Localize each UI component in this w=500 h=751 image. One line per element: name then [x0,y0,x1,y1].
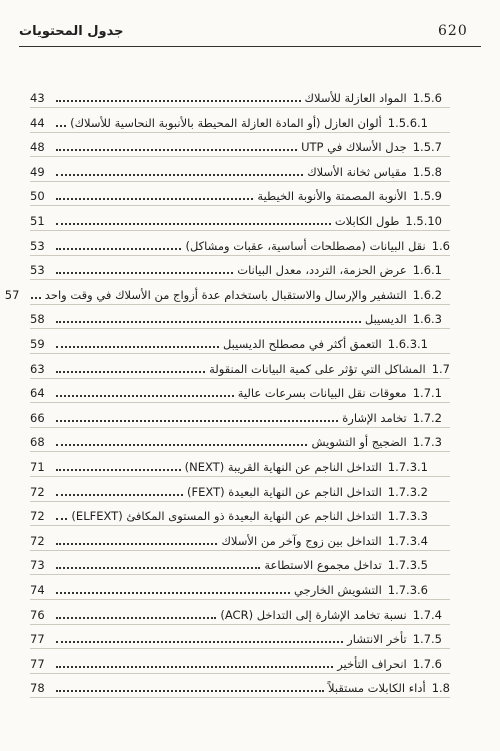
toc-entry[interactable] [30,209,450,229]
dot-leader [56,198,253,200]
dot-leader [56,617,216,619]
toc-entry-number: 1.7 [431,361,450,376]
toc-entry-title: التعمق أكثر في مصطلح الديسيبل [222,337,382,351]
toc-entry[interactable] [30,381,450,401]
toc-entry[interactable] [30,406,450,426]
toc-entry[interactable] [30,529,450,549]
toc-entry-title: أداء الكابلات مستقبلاً [327,681,426,696]
dot-leader [56,346,219,348]
toc-entry[interactable] [30,652,450,672]
toc-entry-number: 1.7.6 [412,656,442,671]
toc-entry-number: 1.7.3.2 [387,484,428,499]
toc-entry[interactable] [30,553,450,573]
toc-entry-title: المشاكل التي تؤثر على كمية البيانات المنقولة [209,361,426,376]
row-separator [30,574,450,575]
toc-entry-title: المواد العازلة للأسلاك [304,91,407,105]
toc-entry-number: 1.6.3.1 [387,337,428,351]
toc-entry-page: 72 [30,484,45,499]
toc-entry-number: 1.7.3 [412,435,442,450]
toc-entry-page: 66 [30,410,45,425]
toc-entry-title: تخامد الإشارة [342,410,407,425]
toc-entry-title: مقياس ثخانة الأسلاك [307,164,407,179]
row-separator [30,525,450,526]
toc-entry[interactable] [30,258,450,278]
row-separator [30,230,450,231]
toc-entry-number: 1.5.7 [412,140,442,155]
toc-entry-page: 73 [30,558,45,573]
dot-leader [56,690,324,692]
toc-entry-number: 1.5.6 [412,91,442,105]
toc-entry-page: 44 [30,115,45,130]
row-separator [30,451,450,452]
dot-leader [56,469,181,471]
toc-entry-page: 64 [30,386,45,401]
toc-entry-page: 77 [30,632,45,647]
toc-entry-title: الأنوبة المصمتة والأنوبة الخيطية [257,189,407,204]
toc-entry-number: 1.6.3 [412,312,442,327]
dot-leader [56,321,361,323]
row-separator [30,181,450,182]
toc-entry-page: 49 [30,164,45,179]
toc-entry[interactable] [30,357,450,377]
page-number: 620 [438,23,468,39]
row-separator [30,378,450,379]
row-separator [30,255,450,256]
row-separator [30,328,450,329]
toc-entry-number: 1.5.10 [405,214,442,228]
toc-entry-number: 1.5.9 [412,189,442,204]
row-separator [30,476,450,477]
toc-entry-title: الضجيج أو التشويش [311,435,407,450]
toc-entry-page: 74 [30,583,45,597]
toc-entry[interactable] [30,332,450,352]
row-separator [30,132,450,133]
toc-entry[interactable] [30,111,450,131]
toc-entry[interactable] [4,283,450,303]
dot-leader [56,420,338,422]
dot-leader [56,174,303,176]
toc-entry-title: انحراف التأخير [337,656,407,671]
row-separator [30,427,450,428]
toc-entry-title: الديسيبل [364,312,407,327]
toc-entry-title: التشفير والإرسال والاستقبال باستخدام عدة أزواج من الأسلاك في وقت واحد [44,287,407,302]
toc-entry[interactable] [30,160,450,180]
row-separator [30,156,450,157]
dot-leader [56,592,290,594]
toc-entry[interactable] [30,234,450,254]
dot-leader [56,567,260,569]
dot-leader [56,518,67,520]
row-separator [30,279,450,280]
row-separator [30,550,450,551]
toc-entry-page: 63 [30,361,45,376]
toc-entry[interactable] [30,480,450,500]
toc-entry-title: التداخل الناجم عن النهاية البعيدة ذو المستوى المكافئ (ELFEXT) [71,509,382,524]
toc-entry-title: جدل الأسلاك في UTP [301,140,407,155]
toc-entry-number: 1.7.3.6 [387,583,428,597]
toc-entry-page: 50 [30,189,45,204]
toc-entry[interactable] [30,504,450,524]
toc-entry-page: 68 [30,435,45,450]
row-separator [30,599,450,600]
toc-entry-title: تأخر الانتشار [347,632,407,647]
toc-entry-page: 71 [30,460,45,474]
row-separator [30,353,450,354]
dot-leader [56,444,307,446]
toc-entry-page: 77 [30,656,45,671]
row-separator [30,648,450,649]
toc-entry-title: تداخل مجموع الاستطاعة [264,558,382,573]
toc-entry-title: التداخل الناجم عن النهاية البعيدة (FEXT) [187,484,382,499]
toc-entry-page: 72 [30,509,45,524]
dot-leader [56,149,297,151]
toc-entry-page: 53 [30,238,45,253]
row-separator [30,501,450,502]
toc-entry-page: 59 [30,337,45,351]
toc-entry-number: 1.7.3.5 [387,558,428,573]
toc-entry-number: 1.7.1 [412,386,442,401]
dot-leader [56,125,66,127]
dot-leader [56,223,331,225]
toc-entry[interactable] [30,307,450,327]
toc-entry[interactable] [30,627,450,647]
toc-entry-number: 1.6.2 [412,287,442,302]
toc-entry-title: عرض الحزمة، التردد، معدل البيانات [237,263,407,278]
toc-entry[interactable] [30,676,450,696]
row-separator [30,624,450,625]
toc-entry[interactable] [30,578,450,598]
toc-entry-title: التداخل الناجم عن النهاية القريبة (NEXT) [184,460,382,474]
toc-entry-page: 53 [30,263,45,278]
toc-entry[interactable] [30,430,450,450]
toc-entry[interactable] [30,184,450,204]
toc-entry-title: طول الكابلات [334,214,400,228]
toc-entry-page: 76 [30,607,45,622]
toc-entry-number: 1.7.2 [412,410,442,425]
dot-leader [56,371,205,373]
dot-leader [56,395,234,397]
dot-leader [56,641,343,643]
toc-entry-title: ألوان العازل (أو المادة العازلة المحيطة بالأنبوبة النحاسية للأسلاك) [70,115,382,130]
toc-entry-number: 1.8 [431,681,450,696]
toc-entry-number: 1.6 [431,238,450,253]
toc-entry-page: 51 [30,214,45,228]
toc-entry-number: 1.6.1 [412,263,442,278]
row-separator [30,402,450,403]
toc-entry-number: 1.7.4 [412,607,442,622]
dot-leader [56,543,217,545]
dot-leader [56,100,301,102]
toc-entry-page: 58 [30,312,45,327]
dot-leader [56,248,181,250]
toc-entry-number: 1.5.6.1 [387,115,428,130]
toc-entry-page: 78 [30,681,45,696]
dot-leader [56,272,233,274]
toc-entry-title: التداخل بين زوج وآخر من الأسلاك [221,533,382,548]
toc-entry-page: 43 [30,91,45,105]
toc-entry-number: 1.7.3.3 [387,509,428,524]
toc-entry[interactable] [30,603,450,623]
toc-entry-title: نقل البيانات (مصطلحات أساسية، عقبات ومشاكل) [185,238,426,253]
toc-entry[interactable] [30,455,450,475]
row-separator [30,205,450,206]
toc-entry-number: 1.7.3.1 [387,460,428,474]
toc-entry-number: 1.7.3.4 [387,533,428,548]
toc-entry[interactable] [30,86,450,106]
toc-entry[interactable] [30,135,450,155]
dot-leader [56,666,333,668]
toc-entry-page: 48 [30,140,45,155]
toc-entry-number: 1.5.8 [412,164,442,179]
row-separator [30,107,450,108]
dot-leader [56,494,183,496]
toc-entry-title: نسبة تخامد الإشارة إلى التداخل (ACR) [220,607,407,622]
toc-entry-number: 1.7.5 [412,632,442,647]
toc-entry-title: التشويش الخارجي [294,583,382,597]
row-separator [30,304,450,305]
toc-entry-page: 72 [30,533,45,548]
dot-leader [31,297,41,299]
toc-entry-title: معوقات نقل البيانات بسرعات عالية [237,386,407,401]
toc-entry-page: 57 [4,287,20,302]
row-separator [30,673,450,674]
row-separator [30,697,450,698]
page-title: جدول المحتويات [19,24,124,39]
